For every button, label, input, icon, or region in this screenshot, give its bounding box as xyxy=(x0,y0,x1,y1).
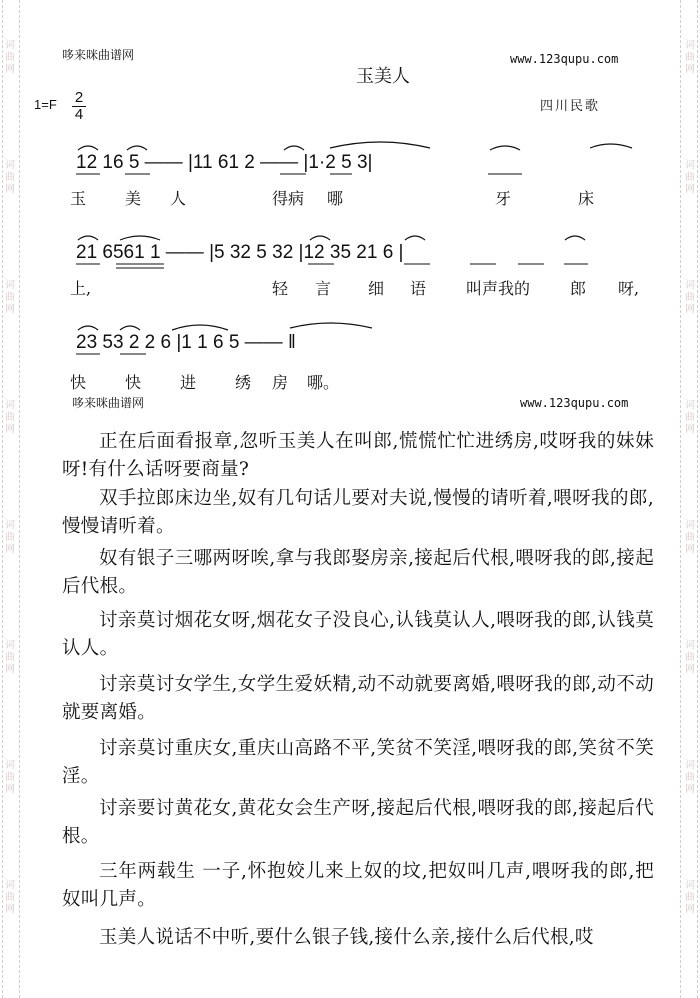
lyric: 玉 xyxy=(70,189,87,208)
lyric: 床 xyxy=(578,189,595,208)
notes-line-1: 12 16 5 —— |11 61 2 —— |1·2 5 3| xyxy=(76,152,373,173)
watermark-text: 词 曲 网 xyxy=(685,400,695,435)
slur-mark xyxy=(120,236,160,240)
watermark-text: 词 曲 网 xyxy=(5,160,15,195)
slur-mark xyxy=(78,146,98,150)
watermark-text: 词 曲 网 xyxy=(685,640,695,675)
slur-mark xyxy=(310,236,330,240)
lyric: 语 xyxy=(410,279,427,298)
key-signature: 1=F xyxy=(34,97,57,112)
lyric: 进 xyxy=(180,373,197,392)
lyric: 快 xyxy=(125,373,142,392)
slur-mark xyxy=(290,323,372,328)
lyric: 上, xyxy=(70,279,92,298)
watermark-text: 词 曲 网 xyxy=(5,400,15,435)
paragraph: 讨亲要讨黄花女,黄花女会生产呀,接起后代根,喂呀我的郎,接起后代根。 xyxy=(62,798,654,847)
watermark-text: 词 曲 网 xyxy=(685,760,695,795)
lyric: 快 xyxy=(70,373,87,392)
watermark-text: 词 曲 网 xyxy=(5,280,15,315)
slur-mark xyxy=(565,236,585,240)
lyric: 呀, xyxy=(618,279,640,298)
paragraph: 讨亲莫讨女学生,女学生爱妖精,动不动就要离婚,喂呀我的郎,动不动就要离婚。 xyxy=(62,674,654,723)
notation-marks xyxy=(0,0,700,400)
slur-mark xyxy=(284,146,304,150)
watermark-text: 词 曲 网 xyxy=(5,520,15,555)
notes-line-2: 21 6561 1 —— |5 32 5 32 |12 35 21 6 | xyxy=(76,242,404,263)
watermark-text: 词 曲 网 xyxy=(5,40,15,75)
watermark-text: 词 曲 网 xyxy=(5,880,15,915)
lyric: 美 xyxy=(125,189,142,208)
paragraph: 奴有银子三哪两呀唉,拿与我郎娶房亲,接起后代根,喂呀我的郎,接起后代根。 xyxy=(62,548,654,597)
paragraph: 三年两载生 一子,怀抱姣儿来上奴的坟,把奴叫几声,喂呀我的郎,把奴叫几声。 xyxy=(62,861,654,910)
watermark-text: 词 曲 网 xyxy=(5,640,15,675)
time-signature-bottom: 4 xyxy=(74,106,84,123)
lyric: 哪 xyxy=(327,189,344,208)
watermark-text: 词 曲 网 xyxy=(685,520,695,555)
slur-mark xyxy=(172,325,228,330)
lyric: 牙 xyxy=(495,189,512,208)
slur-mark xyxy=(490,146,520,150)
notes-line-3: 23 53 2 2 6 |1 1 6 5 —— ‖ xyxy=(76,332,296,353)
slur-mark xyxy=(127,146,147,150)
slur-mark xyxy=(78,236,98,240)
watermark-text: 词 曲 网 xyxy=(685,40,695,75)
watermark-text: 词 曲 网 xyxy=(685,160,695,195)
watermark-text: 词 曲 网 xyxy=(5,760,15,795)
site-url-bottom: www.123qupu.com xyxy=(520,396,629,410)
watermark-text: 词 曲 网 xyxy=(685,280,695,315)
lyric: 人 xyxy=(170,189,187,208)
lyric: 绣 xyxy=(235,373,252,392)
time-signature-top: 2 xyxy=(74,89,84,106)
lyric: 细 xyxy=(368,279,385,298)
lyric: 房 xyxy=(272,373,289,392)
slur-mark xyxy=(590,144,632,148)
paragraph: 讨亲莫讨烟花女呀,烟花女子没良心,认钱莫认人,喂呀我的郎,认钱莫认人。 xyxy=(62,610,654,659)
slur-mark xyxy=(78,326,98,330)
lyric: 轻 xyxy=(272,279,289,298)
lyric: 叫声我的 xyxy=(466,279,531,298)
slur-mark xyxy=(405,236,425,240)
paragraph: 玉美人说话不中听,要什么银子钱,接什么亲,接什么后代根,哎 xyxy=(99,927,594,948)
slur-mark xyxy=(330,142,430,148)
paragraph: 讨亲莫讨重庆女,重庆山高路不平,笑贫不笑淫,喂呀我的郎,笑贫不笑淫。 xyxy=(62,738,654,787)
lyric: 得病 xyxy=(272,189,305,208)
style-label: 四川民歌 xyxy=(540,99,601,114)
lyric: 郎 xyxy=(570,279,587,298)
lyric: 言 xyxy=(315,279,332,298)
lyric: 哪。 xyxy=(307,373,340,392)
slur-mark xyxy=(120,326,140,330)
site-name-top: 哆来咪曲谱网 xyxy=(62,48,135,62)
paragraph: 双手拉郎床边坐,奴有几句话儿要对夫说,慢慢的请听着,喂呀我的郎,慢慢请听着。 xyxy=(62,488,654,537)
site-url-top: www.123qupu.com xyxy=(510,52,619,66)
site-name-bottom: 哆来咪曲谱网 xyxy=(72,396,145,410)
paragraph: 正在后面看报章,忽听玉美人在叫郎,慌慌忙忙进绣房,哎呀我的妹妹呀!有什么话呀要商量? xyxy=(62,431,654,480)
watermark-text: 词 曲 网 xyxy=(685,880,695,915)
song-title: 玉美人 xyxy=(356,66,410,87)
